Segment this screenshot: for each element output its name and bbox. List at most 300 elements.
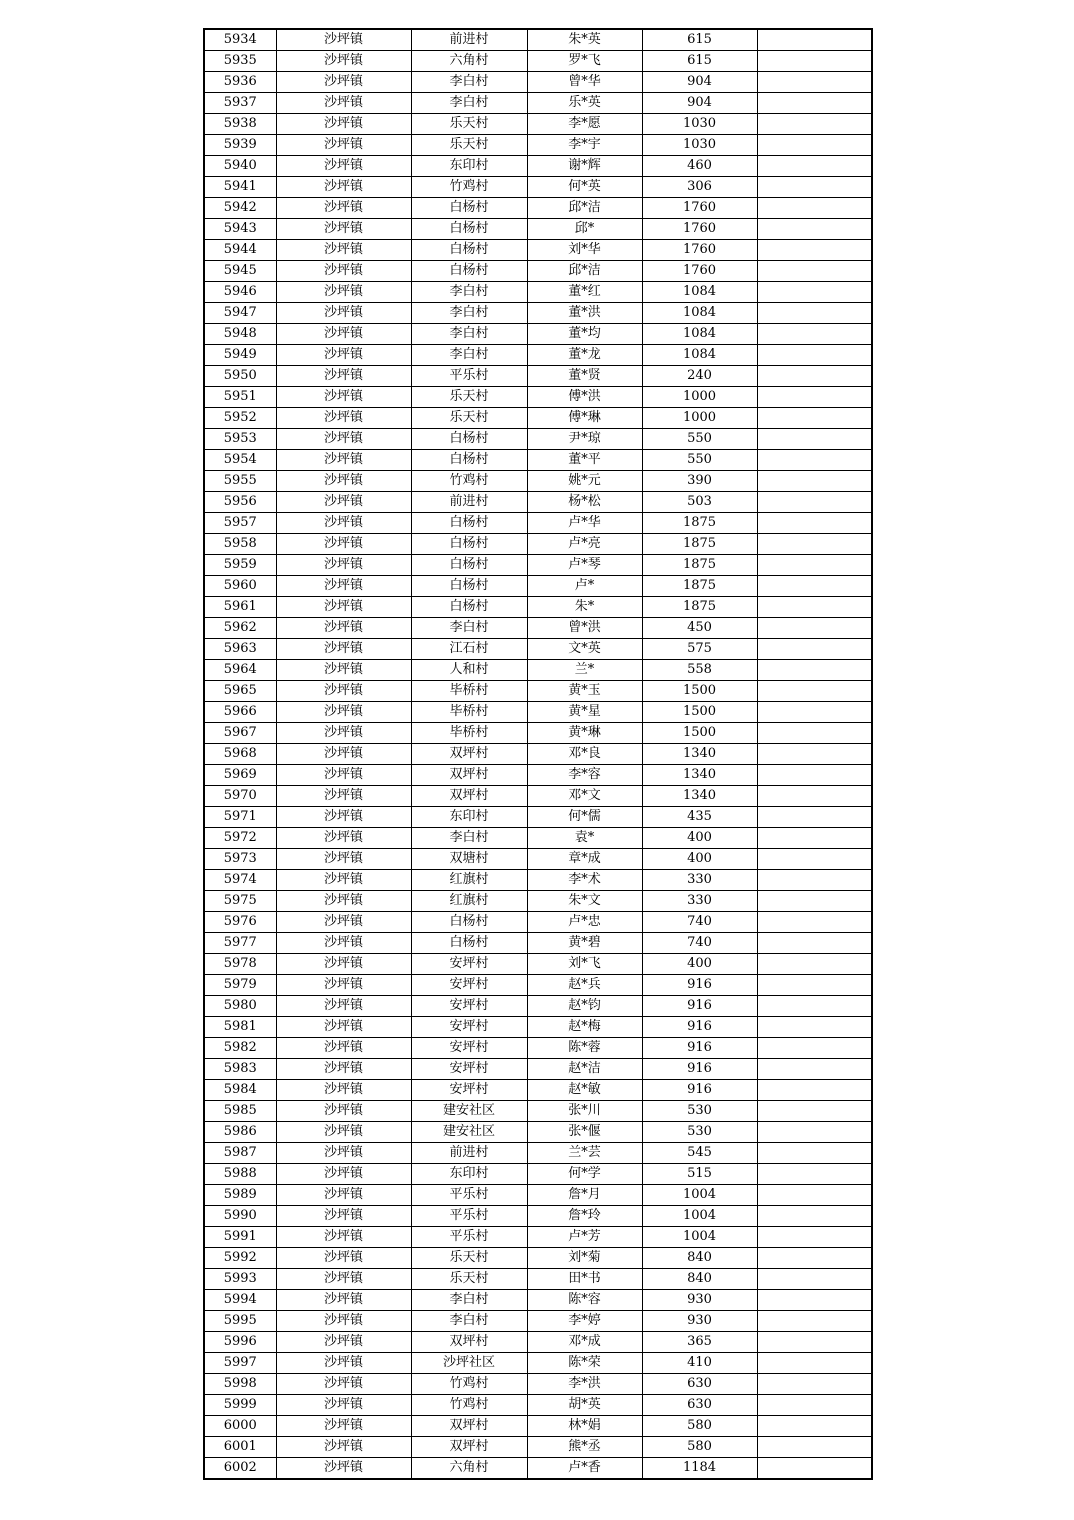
- name-cell: 邱*洁: [527, 198, 642, 219]
- village-cell: 前进村: [411, 29, 527, 51]
- town-cell: 沙坪镇: [276, 1395, 411, 1416]
- name-cell: 董*龙: [527, 345, 642, 366]
- amount-cell: 916: [642, 975, 757, 996]
- name-cell: 李*容: [527, 765, 642, 786]
- remark-cell: [757, 870, 872, 891]
- remark-cell: [757, 240, 872, 261]
- town-cell: 沙坪镇: [276, 828, 411, 849]
- village-cell: 白杨村: [411, 576, 527, 597]
- village-cell: 白杨村: [411, 450, 527, 471]
- village-cell: 竹鸡村: [411, 1374, 527, 1395]
- town-cell: 沙坪镇: [276, 1164, 411, 1185]
- town-cell: 沙坪镇: [276, 1122, 411, 1143]
- village-cell: 白杨村: [411, 933, 527, 954]
- table-row: [204, 1353, 872, 1374]
- table-row: [204, 1143, 872, 1164]
- table-row: [204, 51, 872, 72]
- table-row: [204, 219, 872, 240]
- town-cell: 沙坪镇: [276, 597, 411, 618]
- serial-cell: 5986: [204, 1122, 276, 1143]
- village-cell: 李白村: [411, 72, 527, 93]
- table-row: [204, 1017, 872, 1038]
- town-cell: 沙坪镇: [276, 576, 411, 597]
- amount-cell: 916: [642, 1038, 757, 1059]
- serial-cell: 5966: [204, 702, 276, 723]
- table-row: [204, 492, 872, 513]
- town-cell: 沙坪镇: [276, 681, 411, 702]
- village-cell: 李白村: [411, 282, 527, 303]
- town-cell: 沙坪镇: [276, 366, 411, 387]
- name-cell: 黄*玉: [527, 681, 642, 702]
- remark-cell: [757, 1332, 872, 1353]
- table-row: [204, 282, 872, 303]
- serial-cell: 5983: [204, 1059, 276, 1080]
- town-cell: 沙坪镇: [276, 849, 411, 870]
- amount-cell: 240: [642, 366, 757, 387]
- remark-cell: [757, 29, 872, 51]
- village-cell: 白杨村: [411, 534, 527, 555]
- remark-cell: [757, 1437, 872, 1458]
- village-cell: 双塘村: [411, 849, 527, 870]
- town-cell: 沙坪镇: [276, 513, 411, 534]
- amount-cell: 390: [642, 471, 757, 492]
- name-cell: 罗*飞: [527, 51, 642, 72]
- table-row: [204, 29, 872, 51]
- serial-cell: 5940: [204, 156, 276, 177]
- name-cell: 胡*英: [527, 1395, 642, 1416]
- village-cell: 李白村: [411, 324, 527, 345]
- amount-cell: 916: [642, 1059, 757, 1080]
- village-cell: 双坪村: [411, 1437, 527, 1458]
- town-cell: 沙坪镇: [276, 954, 411, 975]
- village-cell: 安坪村: [411, 1059, 527, 1080]
- amount-cell: 1500: [642, 681, 757, 702]
- table-row: [204, 1227, 872, 1248]
- town-cell: 沙坪镇: [276, 555, 411, 576]
- amount-cell: 1500: [642, 702, 757, 723]
- town-cell: 沙坪镇: [276, 471, 411, 492]
- amount-cell: 330: [642, 891, 757, 912]
- table-row: [204, 1437, 872, 1458]
- village-cell: 安坪村: [411, 1038, 527, 1059]
- remark-cell: [757, 618, 872, 639]
- amount-cell: 1004: [642, 1185, 757, 1206]
- town-cell: 沙坪镇: [276, 93, 411, 114]
- town-cell: 沙坪镇: [276, 1248, 411, 1269]
- remark-cell: [757, 1059, 872, 1080]
- serial-cell: 6000: [204, 1416, 276, 1437]
- name-cell: 田*书: [527, 1269, 642, 1290]
- serial-cell: 5952: [204, 408, 276, 429]
- town-cell: 沙坪镇: [276, 261, 411, 282]
- village-cell: 白杨村: [411, 597, 527, 618]
- serial-cell: 5978: [204, 954, 276, 975]
- village-cell: 东印村: [411, 1164, 527, 1185]
- table-row: [204, 93, 872, 114]
- amount-cell: 840: [642, 1248, 757, 1269]
- table-row: [204, 975, 872, 996]
- town-cell: 沙坪镇: [276, 933, 411, 954]
- village-cell: 安坪村: [411, 996, 527, 1017]
- serial-cell: 5972: [204, 828, 276, 849]
- village-cell: 乐天村: [411, 114, 527, 135]
- serial-cell: 5951: [204, 387, 276, 408]
- town-cell: 沙坪镇: [276, 1353, 411, 1374]
- table-row: [204, 261, 872, 282]
- amount-cell: 400: [642, 828, 757, 849]
- remark-cell: [757, 786, 872, 807]
- table-row: [204, 156, 872, 177]
- serial-cell: 5941: [204, 177, 276, 198]
- name-cell: 邱*洁: [527, 261, 642, 282]
- remark-cell: [757, 303, 872, 324]
- village-cell: 白杨村: [411, 198, 527, 219]
- table-row: [204, 534, 872, 555]
- village-cell: 安坪村: [411, 975, 527, 996]
- table-row: [204, 660, 872, 681]
- amount-cell: 1340: [642, 744, 757, 765]
- village-cell: 李白村: [411, 303, 527, 324]
- amount-cell: 916: [642, 1080, 757, 1101]
- village-cell: 李白村: [411, 828, 527, 849]
- name-cell: 陈*容: [527, 1290, 642, 1311]
- remark-cell: [757, 387, 872, 408]
- serial-cell: 5950: [204, 366, 276, 387]
- amount-cell: 1500: [642, 723, 757, 744]
- town-cell: 沙坪镇: [276, 29, 411, 51]
- amount-cell: 1004: [642, 1227, 757, 1248]
- town-cell: 沙坪镇: [276, 1143, 411, 1164]
- table-row: [204, 513, 872, 534]
- town-cell: 沙坪镇: [276, 219, 411, 240]
- serial-cell: 5976: [204, 912, 276, 933]
- town-cell: 沙坪镇: [276, 1311, 411, 1332]
- name-cell: 黄*琳: [527, 723, 642, 744]
- town-cell: 沙坪镇: [276, 1185, 411, 1206]
- remark-cell: [757, 1269, 872, 1290]
- remark-cell: [757, 513, 872, 534]
- amount-cell: 904: [642, 93, 757, 114]
- name-cell: 尹*琼: [527, 429, 642, 450]
- remark-cell: [757, 555, 872, 576]
- name-cell: 姚*元: [527, 471, 642, 492]
- name-cell: 卢*: [527, 576, 642, 597]
- town-cell: 沙坪镇: [276, 891, 411, 912]
- serial-cell: 5946: [204, 282, 276, 303]
- table-row: [204, 891, 872, 912]
- name-cell: 乐*英: [527, 93, 642, 114]
- name-cell: 赵*梅: [527, 1017, 642, 1038]
- amount-cell: 365: [642, 1332, 757, 1353]
- table-row: [204, 198, 872, 219]
- table-row: [204, 786, 872, 807]
- name-cell: 詹*玲: [527, 1206, 642, 1227]
- town-cell: 沙坪镇: [276, 744, 411, 765]
- name-cell: 熊*丞: [527, 1437, 642, 1458]
- serial-cell: 5945: [204, 261, 276, 282]
- town-cell: 沙坪镇: [276, 72, 411, 93]
- table-row: [204, 807, 872, 828]
- remark-cell: [757, 408, 872, 429]
- amount-cell: 1000: [642, 408, 757, 429]
- village-cell: 乐天村: [411, 1269, 527, 1290]
- name-cell: 赵*兵: [527, 975, 642, 996]
- amount-cell: 1084: [642, 345, 757, 366]
- remark-cell: [757, 177, 872, 198]
- remark-cell: [757, 702, 872, 723]
- village-cell: 白杨村: [411, 429, 527, 450]
- name-cell: 陈*蓉: [527, 1038, 642, 1059]
- remark-cell: [757, 807, 872, 828]
- amount-cell: 630: [642, 1374, 757, 1395]
- remark-cell: [757, 1374, 872, 1395]
- town-cell: 沙坪镇: [276, 240, 411, 261]
- amount-cell: 930: [642, 1290, 757, 1311]
- town-cell: 沙坪镇: [276, 51, 411, 72]
- remark-cell: [757, 156, 872, 177]
- table-row: [204, 1101, 872, 1122]
- village-cell: 建安社区: [411, 1122, 527, 1143]
- village-cell: 李白村: [411, 618, 527, 639]
- remark-cell: [757, 597, 872, 618]
- amount-cell: 550: [642, 450, 757, 471]
- name-cell: 何*学: [527, 1164, 642, 1185]
- name-cell: 邱*: [527, 219, 642, 240]
- amount-cell: 1875: [642, 513, 757, 534]
- serial-cell: 5979: [204, 975, 276, 996]
- serial-cell: 5982: [204, 1038, 276, 1059]
- town-cell: 沙坪镇: [276, 1017, 411, 1038]
- amount-cell: 515: [642, 1164, 757, 1185]
- serial-cell: 5970: [204, 786, 276, 807]
- remark-cell: [757, 1101, 872, 1122]
- remark-cell: [757, 72, 872, 93]
- remark-cell: [757, 849, 872, 870]
- village-cell: 李白村: [411, 1290, 527, 1311]
- name-cell: 邓*成: [527, 1332, 642, 1353]
- table-row: [204, 1248, 872, 1269]
- table-row: [204, 1185, 872, 1206]
- amount-cell: 1875: [642, 555, 757, 576]
- table-row: [204, 681, 872, 702]
- name-cell: 黄*星: [527, 702, 642, 723]
- village-cell: 双坪村: [411, 1416, 527, 1437]
- amount-cell: 450: [642, 618, 757, 639]
- serial-cell: 5955: [204, 471, 276, 492]
- amount-cell: 580: [642, 1416, 757, 1437]
- table-row: [204, 996, 872, 1017]
- name-cell: 黄*碧: [527, 933, 642, 954]
- amount-cell: 435: [642, 807, 757, 828]
- name-cell: 李*婷: [527, 1311, 642, 1332]
- name-cell: 张*偃: [527, 1122, 642, 1143]
- remark-cell: [757, 639, 872, 660]
- remark-cell: [757, 1164, 872, 1185]
- remark-cell: [757, 954, 872, 975]
- village-cell: 白杨村: [411, 912, 527, 933]
- remark-cell: [757, 261, 872, 282]
- village-cell: 李白村: [411, 93, 527, 114]
- town-cell: 沙坪镇: [276, 1416, 411, 1437]
- remark-cell: [757, 429, 872, 450]
- village-cell: 双坪村: [411, 765, 527, 786]
- town-cell: 沙坪镇: [276, 1374, 411, 1395]
- town-cell: 沙坪镇: [276, 996, 411, 1017]
- village-cell: 乐天村: [411, 135, 527, 156]
- village-cell: 平乐村: [411, 1227, 527, 1248]
- serial-cell: 5959: [204, 555, 276, 576]
- village-cell: 安坪村: [411, 1080, 527, 1101]
- serial-cell: 5934: [204, 29, 276, 51]
- table-row: [204, 1038, 872, 1059]
- name-cell: 杨*松: [527, 492, 642, 513]
- village-cell: 双坪村: [411, 1332, 527, 1353]
- name-cell: 曾*洪: [527, 618, 642, 639]
- remark-cell: [757, 660, 872, 681]
- table-row: [204, 1290, 872, 1311]
- serial-cell: 6001: [204, 1437, 276, 1458]
- table-row: [204, 933, 872, 954]
- remark-cell: [757, 576, 872, 597]
- table-row: [204, 408, 872, 429]
- town-cell: 沙坪镇: [276, 1080, 411, 1101]
- town-cell: 沙坪镇: [276, 1227, 411, 1248]
- remark-cell: [757, 1458, 872, 1480]
- name-cell: 董*贤: [527, 366, 642, 387]
- table-row: [204, 1374, 872, 1395]
- town-cell: 沙坪镇: [276, 177, 411, 198]
- town-cell: 沙坪镇: [276, 618, 411, 639]
- remark-cell: [757, 93, 872, 114]
- remark-cell: [757, 1416, 872, 1437]
- village-cell: 前进村: [411, 492, 527, 513]
- town-cell: 沙坪镇: [276, 870, 411, 891]
- serial-cell: 5990: [204, 1206, 276, 1227]
- serial-cell: 5988: [204, 1164, 276, 1185]
- name-cell: 董*红: [527, 282, 642, 303]
- name-cell: 刘*菊: [527, 1248, 642, 1269]
- name-cell: 张*川: [527, 1101, 642, 1122]
- serial-cell: 5939: [204, 135, 276, 156]
- amount-cell: 904: [642, 72, 757, 93]
- name-cell: 詹*月: [527, 1185, 642, 1206]
- remark-cell: [757, 534, 872, 555]
- remark-cell: [757, 471, 872, 492]
- amount-cell: 558: [642, 660, 757, 681]
- amount-cell: 916: [642, 996, 757, 1017]
- town-cell: 沙坪镇: [276, 324, 411, 345]
- serial-cell: 5975: [204, 891, 276, 912]
- remark-cell: [757, 723, 872, 744]
- amount-cell: 1875: [642, 597, 757, 618]
- name-cell: 邓*良: [527, 744, 642, 765]
- amount-cell: 1875: [642, 576, 757, 597]
- village-cell: 六角村: [411, 51, 527, 72]
- name-cell: 朱*: [527, 597, 642, 618]
- table-row: [204, 744, 872, 765]
- table-row: [204, 1164, 872, 1185]
- serial-cell: 5943: [204, 219, 276, 240]
- village-cell: 人和村: [411, 660, 527, 681]
- serial-cell: 5999: [204, 1395, 276, 1416]
- village-cell: 沙坪社区: [411, 1353, 527, 1374]
- remark-cell: [757, 1122, 872, 1143]
- remark-cell: [757, 1038, 872, 1059]
- village-cell: 竹鸡村: [411, 1395, 527, 1416]
- amount-cell: 740: [642, 933, 757, 954]
- name-cell: 董*洪: [527, 303, 642, 324]
- town-cell: 沙坪镇: [276, 429, 411, 450]
- remark-cell: [757, 366, 872, 387]
- table-row: [204, 1122, 872, 1143]
- table-row: [204, 870, 872, 891]
- town-cell: 沙坪镇: [276, 786, 411, 807]
- remark-cell: [757, 1395, 872, 1416]
- village-cell: 乐天村: [411, 1248, 527, 1269]
- table-row: [204, 1458, 872, 1480]
- name-cell: 卢*亮: [527, 534, 642, 555]
- remark-cell: [757, 1080, 872, 1101]
- remark-cell: [757, 114, 872, 135]
- remark-cell: [757, 135, 872, 156]
- serial-cell: 5953: [204, 429, 276, 450]
- table-row: [204, 471, 872, 492]
- remark-cell: [757, 219, 872, 240]
- table-row: [204, 954, 872, 975]
- village-cell: 江石村: [411, 639, 527, 660]
- remark-cell: [757, 1353, 872, 1374]
- table-row: [204, 387, 872, 408]
- remark-cell: [757, 996, 872, 1017]
- amount-cell: 460: [642, 156, 757, 177]
- serial-cell: 5962: [204, 618, 276, 639]
- serial-cell: 5985: [204, 1101, 276, 1122]
- town-cell: 沙坪镇: [276, 1332, 411, 1353]
- table-row: [204, 1080, 872, 1101]
- amount-cell: 1030: [642, 114, 757, 135]
- amount-cell: 1084: [642, 324, 757, 345]
- serial-cell: 5964: [204, 660, 276, 681]
- serial-cell: 5944: [204, 240, 276, 261]
- town-cell: 沙坪镇: [276, 450, 411, 471]
- town-cell: 沙坪镇: [276, 492, 411, 513]
- table-row: [204, 723, 872, 744]
- town-cell: 沙坪镇: [276, 912, 411, 933]
- town-cell: 沙坪镇: [276, 198, 411, 219]
- village-cell: 乐天村: [411, 408, 527, 429]
- remark-cell: [757, 1143, 872, 1164]
- village-cell: 李白村: [411, 1311, 527, 1332]
- serial-cell: 5960: [204, 576, 276, 597]
- table-row: [204, 618, 872, 639]
- amount-cell: 330: [642, 870, 757, 891]
- data-table: [203, 28, 873, 1480]
- serial-cell: 5935: [204, 51, 276, 72]
- name-cell: 董*平: [527, 450, 642, 471]
- village-cell: 红旗村: [411, 891, 527, 912]
- name-cell: 陈*荣: [527, 1353, 642, 1374]
- serial-cell: 5963: [204, 639, 276, 660]
- serial-cell: 5971: [204, 807, 276, 828]
- amount-cell: 840: [642, 1269, 757, 1290]
- serial-cell: 5937: [204, 93, 276, 114]
- amount-cell: 575: [642, 639, 757, 660]
- serial-cell: 5954: [204, 450, 276, 471]
- serial-cell: 5938: [204, 114, 276, 135]
- serial-cell: 5965: [204, 681, 276, 702]
- serial-cell: 5961: [204, 597, 276, 618]
- amount-cell: 1084: [642, 282, 757, 303]
